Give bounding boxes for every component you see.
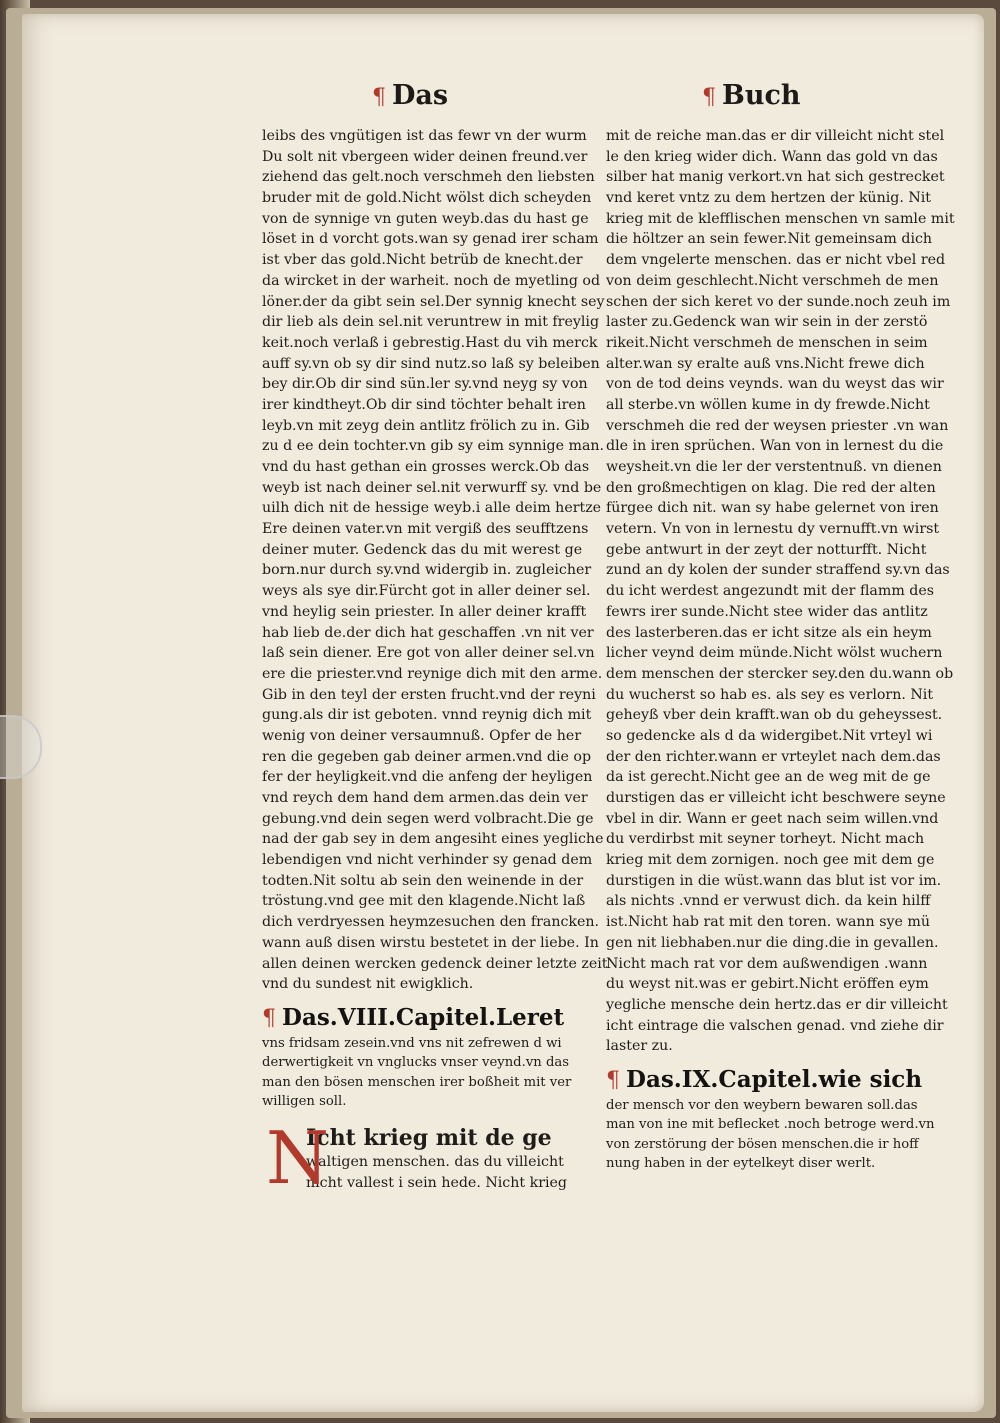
text-line: krieg mit de klefflischen menschen vn samle mit (606, 210, 955, 227)
text-line: man von ine mit beflecket .noch betroge werd.vn (606, 1117, 935, 1133)
text-line: der den richter.wann er vrteylet nach dem.das (606, 748, 941, 765)
text-line: da ist gerecht.Nicht gee an de weg mit de ge (606, 769, 931, 786)
text-line: licher veynd deim münde.Nicht wölst wuchern (606, 645, 943, 662)
rubric-mark: ¶ (702, 85, 716, 110)
text-line: nicht vallest i sein hede. Nicht krieg (306, 1174, 567, 1191)
text-line: uilh dich nit de hessige weyb.i alle deim hertze (262, 500, 602, 517)
text-line: zund an dy kolen der sunder straffend sy.vn das (606, 562, 950, 579)
text-line: von de tod deins veynds. wan du weyst das wir (606, 376, 944, 393)
running-head-right (702, 80, 801, 111)
text-line: vnd reych dem hand dem armen.das dein ver (262, 790, 588, 806)
text-line: allen deinen wercken gedenck deiner letzte zeit (262, 955, 608, 972)
text-line: ren die gegeben gab deiner armen.vnd die op (262, 748, 592, 765)
text-line: born.nur durch sy.vnd widergib in. zugleicher (262, 562, 592, 579)
text-line: derwertigkeit vn vnglucks vnser veynd.vn das (262, 1055, 570, 1071)
text-line: le den krieg wider dich. Wann das gold vn das (606, 148, 938, 165)
chapter-incipit (262, 1115, 567, 1200)
text-line: todten.Nit soltu ab sein den weinende in der (262, 872, 584, 889)
text-line: Gib in den teyl der ersten frucht.vnd der reyni (262, 686, 596, 703)
text-line: vnd keret vntz zu dem hertzen der künig. Nit (606, 190, 931, 207)
text-line: du wucherst so hab es. als sey es verlorn. Nit (606, 686, 934, 703)
text-line: dir lieb als dein sel.nit veruntrew in mit freylig (262, 314, 600, 331)
chapter-heading-ix-text: Das.IX.Capitel.wie sich (626, 1065, 923, 1093)
text-line: lebendigen vnd nicht verhinder sy genad dem (262, 852, 593, 869)
text-line: des lasterberen.das er icht sitze als ein heym (606, 624, 932, 641)
text-line: von de synnige vn guten weyb.das du hast ge (262, 210, 589, 227)
text-line: da wircket in der warheit. noch de myetling od (262, 272, 601, 289)
text-line: nung haben in der eytelkeyt diser werlt. (606, 1156, 876, 1172)
text-line: vns fridsam zesein.vnd vns nit zefrewen d wi (262, 1035, 562, 1051)
text-line: du weyst nit.was er gebirt.Nicht eröffen eym (606, 976, 929, 993)
text-line: vetern. Vn von in lernestu dy vernufft.vn wirst (606, 521, 940, 538)
text-line: fürgee dich nit. wan sy habe gelernet von iren (606, 500, 939, 517)
text-line: wenig von deiner versaumnuß. Opfer de her (262, 727, 582, 744)
text-line: so gedencke als d da widergibet.Nit vrteyl wi (606, 727, 933, 744)
text-line: icht eintrage die valschen genad. vnd ziehe dir (606, 1017, 944, 1034)
text-line: durstigen das er villeicht icht beschwere seyne (606, 790, 946, 806)
text-line: weys als sye dir.Fürcht got in aller deiner sel. (262, 583, 591, 600)
text-line: fewrs irer sunde.Nicht stee wider das antlitz (606, 603, 928, 620)
text-line: fer der heyligkeit.vnd die anfeng der heyligen (262, 769, 593, 786)
text-line: hab lieb de.der dich hat geschaffen .vn nit ver (262, 624, 594, 641)
text-line: löset in d vorcht gots.wan sy genad irer scham (262, 231, 599, 248)
chapter-heading-viii-text: Das.VIII.Capitel.Leret (282, 1003, 565, 1031)
left-body-text (262, 126, 608, 995)
text-line: vnd heylig sein priester. In aller deiner krafft (262, 603, 587, 620)
text-line: durstigen in die wüst.wann das blut ist vor im. (606, 872, 942, 889)
text-line: keit.noch verlaß i gebrestig.Hast du vih merck (262, 334, 598, 351)
text-line: löner.der da gibt sein sel.Der synnig knecht sey (262, 293, 605, 310)
text-line: mit de reiche man.das er dir villeicht nicht stel (606, 128, 945, 144)
rubric-mark: ¶ (372, 85, 386, 110)
text-line: man den bösen menschen irer boßheit mit ver (262, 1074, 572, 1090)
text-line: leibs des vngütigen ist das fewr vn der wurm (262, 128, 587, 144)
text-line: von deim geschlecht.Nicht verschmeh de men (606, 272, 939, 289)
text-line: du icht werdest angezundt mit der flamm des (606, 583, 935, 600)
text-line: vnd du hast gethan ein grosses werck.Ob das (262, 459, 590, 475)
text-line: bey dir.Ob dir sind sün.ler sy.vnd neyg sy von (262, 376, 588, 393)
text-line: willigen soll. (262, 1094, 347, 1110)
text-line: weysheit.vn die ler der verstentnuß. vn dienen (606, 459, 942, 475)
text-line: leyb.vn mit zeyg dein antlitz frölich zu in. Gib (262, 417, 590, 434)
text-line: krieg mit dem zornigen. noch gee mit dem ge (606, 852, 935, 869)
chapter-heading-ix (606, 1065, 923, 1096)
text-line: vnd du sundest nit ewigklich. (262, 976, 474, 993)
text-line: gung.als dir ist geboten. vnnd reynig dich mit (262, 707, 592, 724)
text-line: ist.Nicht hab rat mit den toren. wann sye mü (606, 914, 930, 931)
right-text-column (606, 126, 955, 1174)
text-line: von zerstörung der bösen menschen.die ir hoff (606, 1136, 919, 1152)
text-line: du verdirbst mit seyner torheyt. Nicht mach (606, 831, 925, 848)
text-line: dich verdryessen heymzesuchen den francken. (262, 914, 600, 931)
chapter-summary-ix (606, 1096, 935, 1174)
text-line: verschmeh die red der weysen priester .vn wan (606, 417, 949, 434)
text-line: die höltzer an sein fewer.Nit gemeinsam dich (606, 231, 933, 248)
text-line: bruder mit de gold.Nicht wölst dich scheyden (262, 190, 592, 207)
text-line: dem menschen der stercker sey.den du.wann ob (606, 665, 954, 682)
rubric-mark: ¶ (606, 1067, 620, 1093)
text-line: irer kindtheyt.Ob dir sind töchter behalt iren (262, 396, 586, 413)
running-head-right-text: Buch (722, 80, 801, 111)
text-line: Du solt nit vbergeen wider deinen freund.ver (262, 148, 588, 165)
text-line: weyb ist nach deiner sel.nit verwurff sy. vnd be (262, 479, 602, 496)
text-line: laß sein diener. Ere got von aller deiner sel.vn (262, 645, 595, 662)
incipit-body (306, 1152, 567, 1193)
text-line: ist vber das gold.Nicht betrüb de knecht.der (262, 252, 583, 269)
text-line: yegliche mensche dein hertz.das er dir villeicht (606, 996, 948, 1013)
text-line: gen nit liebhaben.nur die ding.die in gevallen. (606, 934, 939, 951)
text-line: deiner muter. Gedenck das du mit werest ge (262, 541, 583, 558)
text-line: waltigen menschen. das du villeicht (306, 1153, 564, 1170)
rubric-mark: ¶ (262, 1005, 276, 1031)
text-line: schen der sich keret vo der sunde.noch zeuh im (606, 293, 951, 310)
text-line: all sterbe.vn wöllen kume in dy frewde.Nicht (606, 396, 930, 413)
text-line: den großmechtigen on klag. Die red der alten (606, 479, 936, 496)
text-line: der mensch vor den weybern bewaren soll.das (606, 1097, 918, 1113)
chapter-summary-viii (262, 1034, 572, 1112)
text-line: zu d ee dein tochter.vn gib sy eim synnige man. (262, 438, 605, 455)
text-line: Ere deinen vater.vn mit vergiß des seufftzens (262, 521, 589, 538)
left-text-column (262, 126, 608, 1200)
decorated-initial: N (266, 1115, 329, 1200)
text-line: geheyß vber dein krafft.wan ob du geheyssest. (606, 707, 943, 724)
text-line: gebung.vnd dein segen werd volbracht.Die ge (262, 810, 594, 827)
text-line: laster zu.Gedenck wan wir sein in der zerstö (606, 314, 928, 331)
text-line: nad der gab sey in dem angesiht eines yegliche (262, 831, 604, 848)
running-head-left (372, 80, 448, 111)
text-line: wann auß disen wirstu bestetet in der liebe. In (262, 934, 599, 951)
text-line: ziehend das gelt.noch verschmeh den liebsten (262, 169, 595, 186)
text-line: silber hat manig verkort.vn hat sich gestrecket (606, 169, 945, 186)
incipit-first-line: Icht krieg mit de ge (306, 1124, 552, 1151)
text-line: ere die priester.vnd reynige dich mit den arme. (262, 665, 603, 682)
running-head-left-text: Das (392, 80, 449, 111)
text-line: rikeit.Nicht verschmeh de menschen in seim (606, 334, 928, 351)
text-line: Nicht mach rat vor dem außwendigen .wann (606, 955, 928, 972)
text-line: dem vngelerte menschen. das er nicht vbel red (606, 252, 946, 269)
text-line: dle in iren sprüchen. Wan von in lernest du die (606, 438, 944, 455)
text-line: als nichts .vnnd er verwust dich. da kein hilff (606, 893, 931, 910)
text-line: alter.wan sy eralte auß vns.Nicht frewe dich (606, 355, 925, 372)
chapter-heading-viii (262, 1003, 567, 1034)
text-line: auff sy.vn ob sy dir sind nutz.so laß sy beleiben (262, 355, 600, 372)
text-line: laster zu. (606, 1038, 673, 1055)
right-body-text (606, 126, 955, 1057)
text-line: tröstung.vnd gee mit den klagende.Nicht laß (262, 893, 586, 910)
text-line: gebe antwurt in der zeyt der notturfft. Nicht (606, 541, 927, 558)
text-line: vbel in dir. Wann er geet nach seim willen.vnd (606, 810, 939, 827)
